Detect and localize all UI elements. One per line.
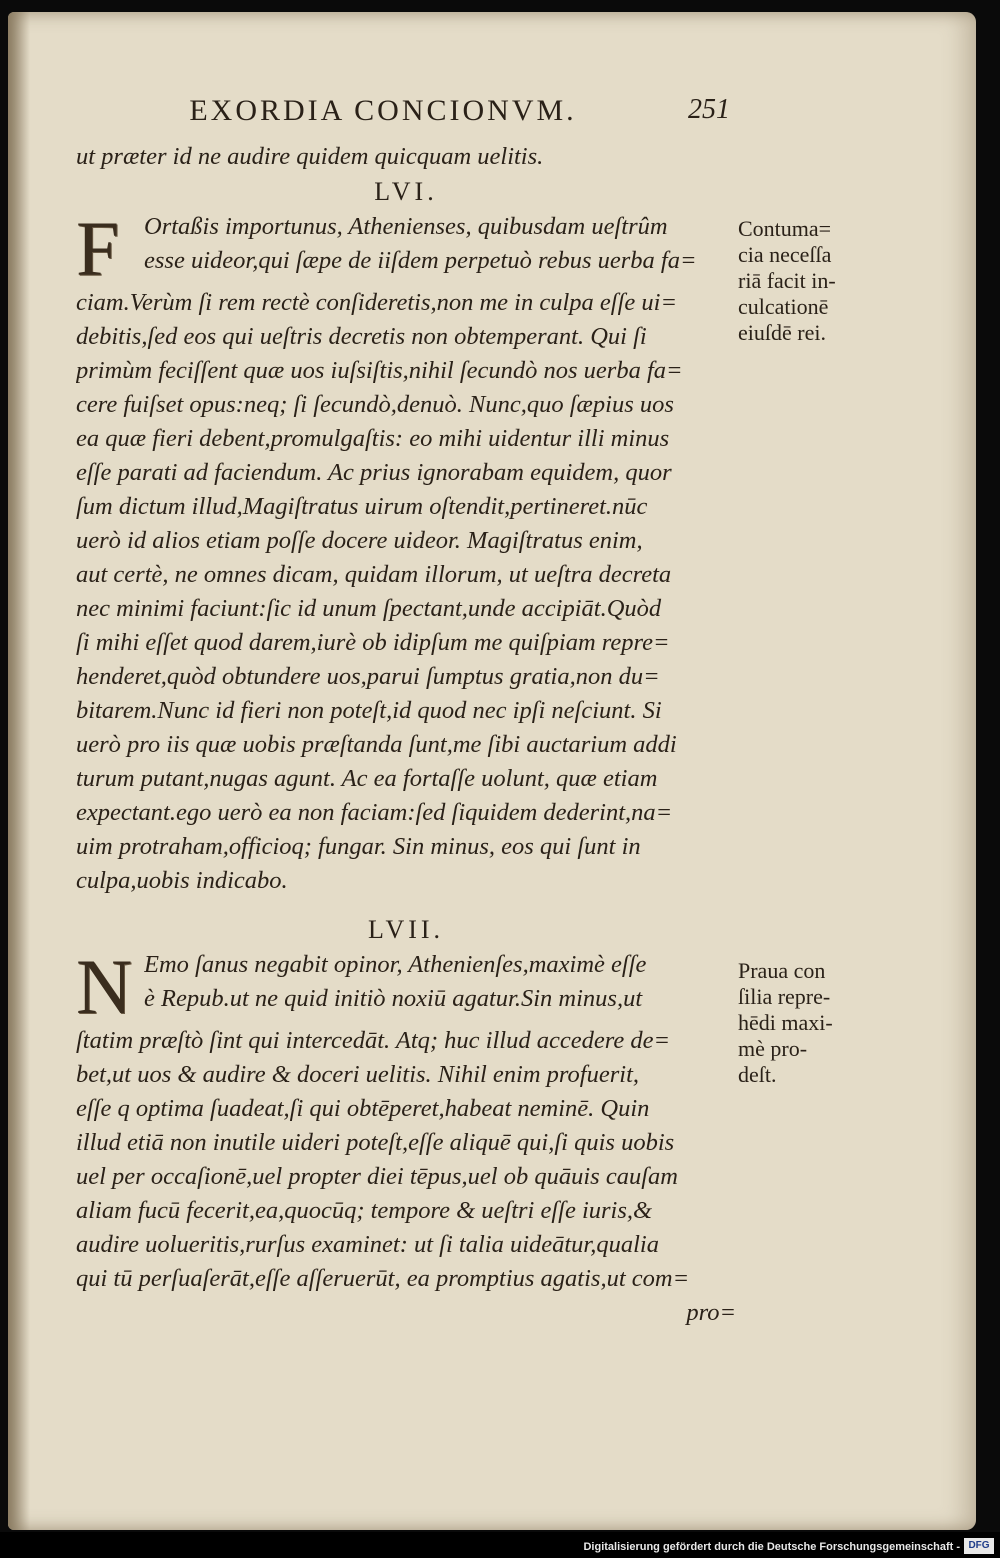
page-number: 251 <box>688 94 730 125</box>
text-line: ciam.Verùm ſi rem rectè conſideretis,non me in culpa eſſe ui= <box>76 289 677 316</box>
footer-bar <box>0 1532 1000 1558</box>
text-line: qui tū perſuaſerāt,eſſe aſſeruerūt, ea promptius agatis,ut com= <box>76 1265 690 1292</box>
marginal-note-lvi <box>738 216 868 346</box>
text-line: turum putant,nugas agunt. Ac ea fortaſſe uolunt, quæ etiam <box>76 765 658 792</box>
text-line: debitis,ſed eos qui ueſtris decretis non obtemperant. Qui ſi <box>76 323 647 350</box>
text-line: eſſe parati ad faciendum. Ac prius ignorabam equidem, quor <box>76 459 672 486</box>
text-line: nec minimi faciunt:ſic id unum ſpectant,unde accipiāt.Quòd <box>76 595 662 622</box>
text-line: uel per occaſionē,uel propter diei tēpus,uel ob quāuis cauſam <box>76 1163 678 1190</box>
marginal-line: Praua con <box>738 958 826 983</box>
marginal-note-lvii <box>738 958 868 1088</box>
text-line: ſum dictum illud,Magiſtratus uirum oſtendit,pertineret.nūc <box>76 493 648 520</box>
text-line: primùm feciſſent quæ uos iuſsiſtis,nihil ſecundò nos uerba fa= <box>76 357 683 384</box>
marginal-line: ſilia repre- <box>738 984 831 1009</box>
running-title: EXORDIA CONCIONVM. <box>189 94 577 127</box>
marginal-line: riā facit in- <box>738 268 836 293</box>
marginal-line: cia neceſſa <box>738 242 832 267</box>
text-line: culpa,uobis indicabo. <box>76 867 288 894</box>
text-line: esse uideor,qui ſæpe de iiſdem perpetuò rebus uerba fa= <box>144 247 697 274</box>
text-line: bet,ut uos & audire & doceri uelitis. Nihil enim profuerit, <box>76 1061 640 1088</box>
drop-cap-initial: N <box>76 943 133 1030</box>
text-line: henderet,quòd obtundere uos,parui ſumptus gratia,non du= <box>76 663 660 690</box>
section-lvii <box>76 943 736 1296</box>
marginal-line: deſt. <box>738 1062 777 1087</box>
text-line: Ortaßis importunus, Athenienses, quibusdam ueſtrûm <box>144 213 668 240</box>
text-line: illud etiā non inutile uideri poteſt,eſſe aliquē qui,ſi quis uobis <box>76 1129 675 1156</box>
text-line: uim protraham,officioq; fungar. Sin minus, eos qui ſunt in <box>76 833 641 860</box>
text-line: aliam fucū fecerit,ea,quocūq; tempore & ueſtri eſſe iuris,& <box>76 1197 653 1224</box>
book-page <box>8 12 976 1530</box>
text-line: eſſe q optima ſuadeat,ſi qui obtēperet,habeat neminē. Quin <box>76 1095 650 1122</box>
section-number-lvi: LVI. <box>374 177 438 206</box>
text-line: ea quæ fieri debent,promulgaſtis: eo mihi uidentur illi minus <box>76 425 670 452</box>
text-line: aut certè, ne omnes dicam, quidam illorum, ut ueſtra decreta <box>76 561 672 588</box>
text-line: cere fuiſset opus:neq; ſi ſecundò,denuò. Nunc,quo ſæpius uos <box>76 391 674 418</box>
funding-credit: Digitalisierung gefördert durch die Deutsche Forschungsgemeinschaft - <box>583 1541 960 1553</box>
main-text-column <box>76 140 736 1330</box>
text-line: è Repub.ut ne quid initiò noxiū agatur.Sin minus,ut <box>144 985 643 1012</box>
text-line: uerò id alios etiam poſſe docere uideor. Magiſtratus enim, <box>76 527 643 554</box>
marginal-line: eiuſdē rei. <box>738 320 826 345</box>
drop-cap-initial: F <box>76 205 120 292</box>
text-line: ſtatim præſtò ſint qui intercedāt. Atq; huc illud accedere de= <box>76 1027 670 1054</box>
section-number-lvii: LVII. <box>367 915 445 944</box>
marginal-line: culcationē <box>738 294 829 319</box>
text-line: ſi mihi eſſet quod darem,iurè ob idipſum me quiſpiam repre= <box>76 629 670 656</box>
marginal-line: hēdi maxi- <box>738 1010 833 1035</box>
text-line: expectant.ego uerò ea non faciam:ſed ſiquidem dederint,na= <box>76 799 673 826</box>
text-line: bitarem.Nunc id fieri non poteſt,id quod nec ipſi neſciunt. Si <box>76 697 662 724</box>
text-line: uerò pro iis quæ uobis præſtanda ſunt,me ſibi auctarium addi <box>76 731 677 758</box>
marginal-line: mè pro- <box>738 1036 808 1061</box>
section-lvi <box>76 205 736 898</box>
continuation-line: ut præter id ne audire quidem quicquam uelitis. <box>76 143 544 170</box>
catchword: pro= <box>686 1299 736 1326</box>
marginal-line: Contuma= <box>738 216 832 241</box>
text-line: Emo ſanus negabit opinor, Athenienſes,maximè eſſe <box>144 951 647 978</box>
text-line: audire uolueritis,rurſus examinet: ut ſi talia uideātur,qualia <box>76 1231 659 1258</box>
dfg-logo-icon: DFG <box>964 1538 994 1554</box>
